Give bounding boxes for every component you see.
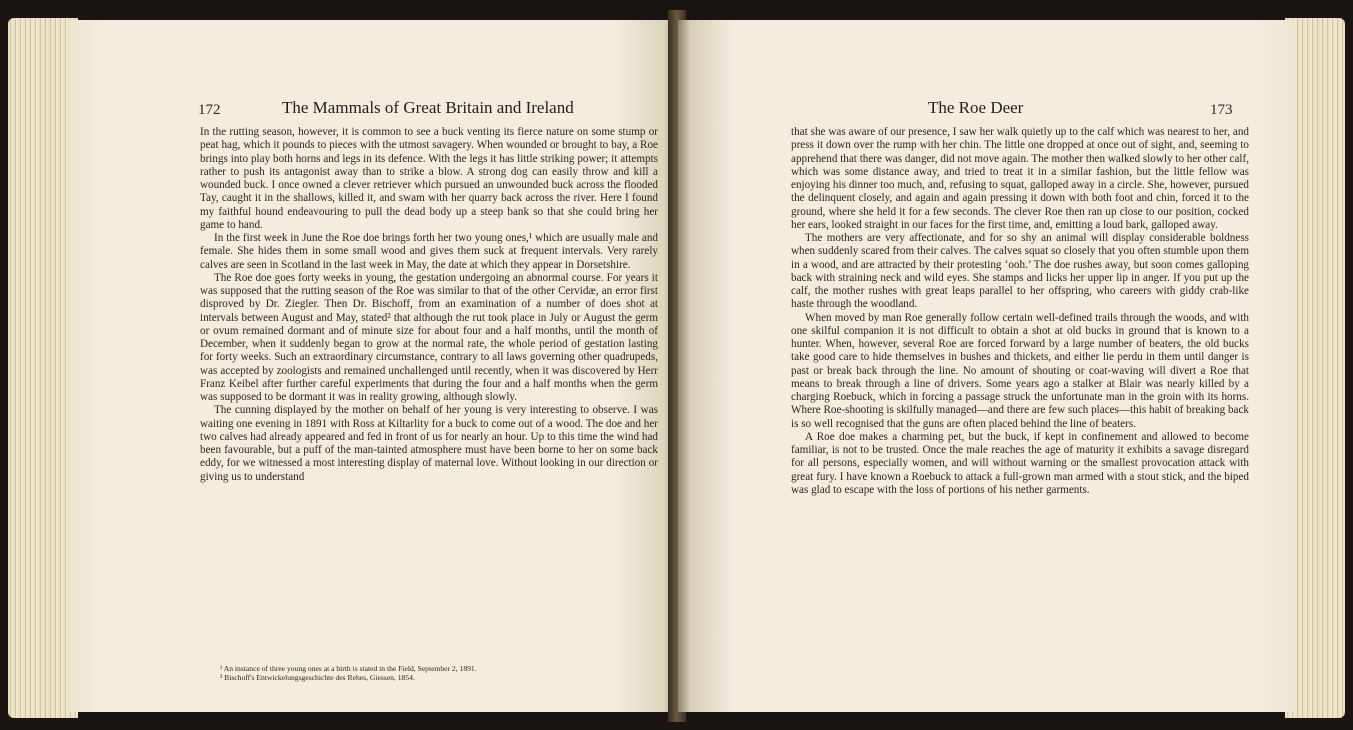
footnotes — [220, 664, 650, 682]
left-page — [70, 20, 676, 712]
footnote: ² Bischoff's Entwickelungsgeschichte des Rehes, Giessen, 1854. — [220, 673, 415, 682]
paragraph: In the first week in June the Roe doe brings forth her two young ones,¹ which are usually male and female. She hides them in some small wood and gives them suck at frequent intervals. Very rarely calves are seen in Scotland in the last week in May, the date at which they appear in Dorsetshire. — [200, 232, 658, 271]
paragraph: The cunning displayed by the mother on behalf of her young is very interesting to observe. I was waiting one evening in 1891 with Ross at Kiltarlity for a buck to come out of a wood. The doe and her two calves had already appeared and fed in front of us for nearly an hour. Up to this time the wind had been favourable, but a puff of the man-tainted atmosphere must have been borne to her on some back eddy, for we witnessed a most interesting display of maternal love. Without looking in our direction or giving us to understand — [200, 404, 658, 483]
left-body-text — [200, 126, 658, 484]
paragraph: The Roe doe goes forty weeks in young, the gestation undergoing an abnormal course. For years it was supposed that the rutting season of the Roe was similar to that of the other Cervidæ, an error first disproved by Dr. Ziegler. Then Dr. Bischoff, from an examination of a number of does shot at intervals between August and May, stated² that although the rut took place in July or August the germ or ovum remained dormant and of minute size for about four and a half months, until the month of December, when it suddenly began to grow at the normal rate, the whole period of gestation lasting for forty weeks. Such an extraordinary circumstance, contrary to all laws governing other quadrupeds, was accepted by zoologists and remained unchallenged until recently, when it was discovered by Herr Franz Keibel after further careful experiments that during the four and a half months when the germ was supposed to be dormant it was in reality growing, although slowly. — [200, 271, 658, 403]
paragraph: When moved by man Roe generally follow certain well-defined trails through the woods, and with one skilful companion it is not difficult to obtain a shot at old bucks in ground that is known to a hunter. When, however, several Roe are forced forward by a large number of beaters, the old bucks take good care to hide themselves in bushes and thickets, and either lie perdu in them until danger is past or break back through the line. No amount of shouting or coat-waving will divert a Roe that means to break through a line of drivers. Some years ago a stalker at Blair was nearly killed by a charging Roebuck, which in forcing a passage struck the unfortunate man in the groin with its horns. Where Roe-shooting is skilfully managed—and there are few such places—this habit of breaking back is so well recognised that the guns are often placed behind the line of beaters. — [791, 311, 1249, 430]
left-page-number: 172 — [198, 102, 221, 118]
right-page-number: 173 — [1210, 102, 1233, 118]
footnote: ¹ An instance of three young ones at a birth is stated in the Field, September 2, 1891. — [220, 664, 477, 673]
paragraph: A Roe doe makes a charming pet, but the buck, if kept in confinement and allowed to become familiar, is not to be trusted. Once the male reaches the age of maturity it exhibits a savage disregard for all persons, especially women, and will without warning or the smallest provocation attack with great fury. I have known a Roebuck to attack a full-grown man armed with a stout stick, and the biped was glad to escape with the loss of portions of his nether garments. — [791, 430, 1249, 496]
right-body-text — [791, 126, 1249, 497]
right-page — [678, 20, 1296, 712]
paragraph: that she was aware of our presence, I saw her walk quietly up to the calf which was nearest to her, and press it down over the rump with her chin. The little one dropped at once out of sight, and, seeming to apprehend that there was danger, did not move again. The mother then walked slowly to her other calf, which was some distance away, and tried to treat it in a similar fashion, but the little fellow was enjoying his dinner too much, and, refusing to squat, galloped away in a circle. She, however, pursued the delinquent closely, and again and again pressing it down with both foot and chin, forced it to the ground, where she held it for a few seconds. The clever Roe then ran up close to our position, cocked her ears, looked straight in our faces for the first time, and, emitting a loud bark, galloped away. — [791, 126, 1249, 231]
left-running-head: The Mammals of Great Britain and Ireland — [282, 98, 574, 117]
paragraph: In the rutting season, however, it is common to see a buck venting its fierce nature on some stump or peat hag, which it pounds to pieces with the utmost savagery. When wounded or brought to bay, a Roe brings into play both horns and legs in its defence. With the legs it has little striking power; it attempts rather to push its antagonist away than to strike a blow. A strong dog can easily throw and kill a wounded buck. I once owned a clever retriever which pursued an unwounded buck across the flooded Tay, caught it in the shallows, killed it, and swam with her quarry back across the river. Here I found my faithful hound endeavouring to pull the dead body up a steep bank so that she could bring her game to hand. — [200, 126, 658, 231]
page-edges-left — [8, 18, 78, 718]
paragraph: The mothers are very affectionate, and for so shy an animal will display considerable boldness when suddenly scared from their calves. The calves squat so closely that you often stumble upon them in a wood, and are attracted by their protesting ‘ooh.’ The doe rushes away, but soon comes galloping back with straining neck and wild eyes. She stamps and licks her upper lip in anger. If you put up the calf, the mother rushes with great leaps parallel to her offspring, who careers with giddy crab-like haste through the woodland. — [791, 232, 1249, 311]
right-running-head: The Roe Deer — [928, 98, 1024, 117]
